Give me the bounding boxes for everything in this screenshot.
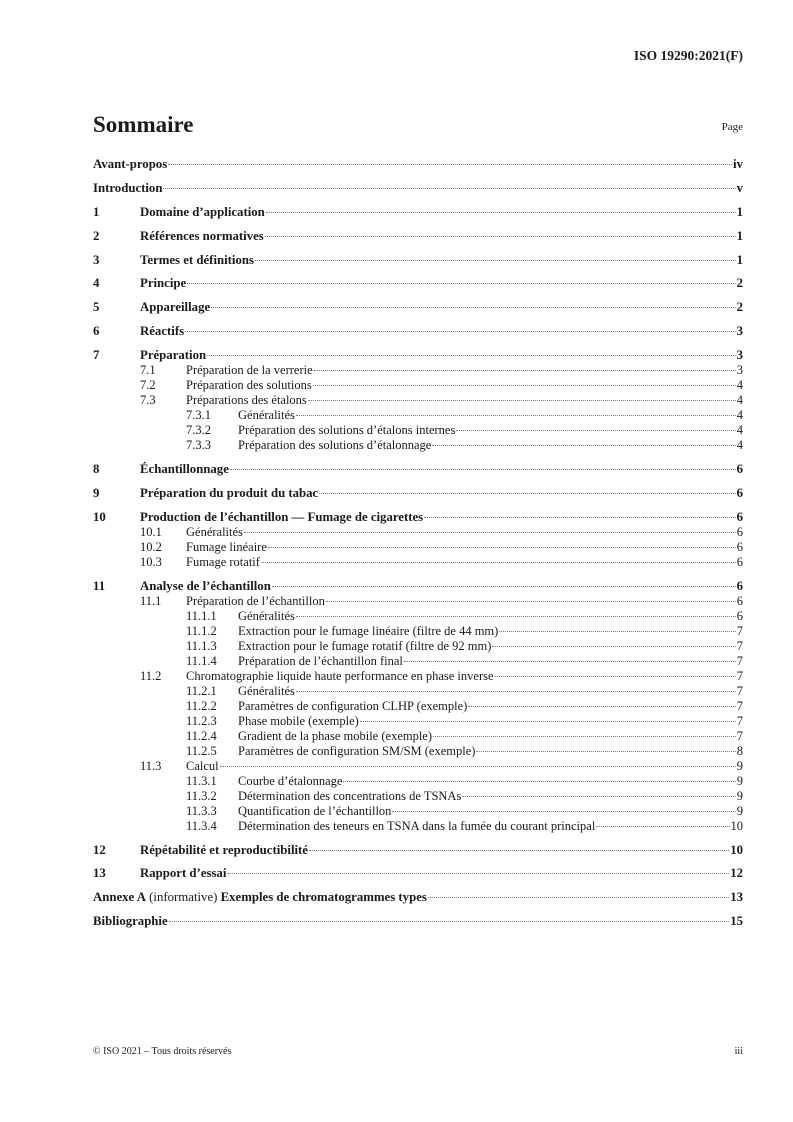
toc-entry-page: 1 (736, 252, 743, 267)
toc-entry[interactable] (93, 423, 743, 438)
toc-entry-number: 11.1.4 (186, 653, 217, 668)
toc-entry-title-text: Quantification de l’échantillon (238, 803, 392, 818)
dot-leader (168, 164, 732, 165)
toc-entry-title-text: Préparation des solutions (186, 378, 312, 393)
dot-leader (456, 430, 735, 431)
toc-entry-title-text: Préparations des étalons (186, 393, 307, 408)
toc-entry-title[interactable] (238, 774, 342, 789)
toc-entry-page: 4 (736, 423, 743, 438)
dot-leader (309, 850, 729, 851)
toc-entry-number: 11.2.4 (186, 728, 217, 743)
toc-entry[interactable] (93, 729, 743, 744)
toc-entry-title-text: Rapport d’essai (140, 866, 227, 881)
toc-entry[interactable] (93, 486, 743, 501)
toc-entry-title[interactable] (140, 510, 423, 525)
toc-entry[interactable] (93, 393, 743, 408)
toc-entry-number: 7.3.1 (186, 408, 211, 423)
toc-entry-number: 11.2.1 (186, 683, 217, 698)
toc-entry-page: 10 (730, 818, 743, 833)
toc-entry-page: 9 (736, 788, 743, 803)
dot-leader (596, 826, 729, 827)
dot-leader (207, 355, 735, 356)
toc-entry-number: 11.1 (140, 593, 162, 608)
dot-leader (326, 601, 736, 602)
toc-entry-number: 7.3 (140, 393, 156, 408)
toc-entry[interactable] (93, 714, 743, 729)
toc-entry[interactable] (93, 759, 743, 774)
toc-entry-number: 1 (93, 204, 100, 219)
toc-entry-title[interactable] (238, 423, 455, 438)
dot-leader (392, 811, 735, 812)
toc-entry[interactable] (93, 804, 743, 819)
toc-entry[interactable] (93, 378, 743, 393)
toc-entry-page: 1 (736, 228, 743, 243)
toc-entry-title[interactable] (186, 378, 312, 393)
toc-entry[interactable] (93, 789, 743, 804)
toc-entry-number: 11.1.1 (186, 608, 217, 623)
toc-entry-number: 7.1 (140, 363, 156, 378)
dot-leader (428, 897, 729, 898)
toc-entry-title[interactable] (93, 157, 167, 172)
dot-leader (187, 283, 735, 284)
toc-entry[interactable] (93, 843, 743, 858)
toc-entry-title-text: Bibliographie (93, 914, 168, 929)
toc-entry-title-text: Préparation des solutions d’étalons internes (238, 423, 456, 438)
toc-entry-number: 12 (93, 842, 106, 857)
dot-leader (296, 691, 736, 692)
toc-entry-number: 10.3 (140, 554, 162, 569)
toc-entry-title[interactable] (140, 462, 229, 477)
toc-entry-page: 7 (736, 698, 743, 713)
toc-entry-page: 9 (736, 773, 743, 788)
toc-entry[interactable] (93, 555, 743, 570)
toc-entry-page: 6 (736, 539, 743, 554)
dot-leader (265, 236, 736, 237)
toc-entry-number: 10.2 (140, 539, 162, 554)
toc-entry-title-text: Courbe d’étalonnage (238, 773, 343, 788)
toc-entry-title[interactable] (238, 729, 432, 744)
toc-entry[interactable] (93, 699, 743, 714)
toc-entry-annex-title: Exemples de chromatogrammes types (220, 890, 427, 905)
toc-entry-title-text: Préparation de l’échantillon (186, 593, 325, 608)
dot-leader (476, 751, 735, 752)
toc-entry[interactable] (93, 579, 743, 594)
dot-leader (185, 331, 736, 332)
toc-entry[interactable] (93, 462, 743, 477)
dot-leader (360, 721, 736, 722)
toc-entry-title[interactable] (140, 205, 265, 220)
toc-entry-title[interactable] (238, 654, 403, 669)
dot-leader (432, 445, 735, 446)
toc-entry-title[interactable] (238, 804, 391, 819)
toc-entry-title-text: Phase mobile (exemple) (238, 713, 359, 728)
toc-entry-title[interactable] (186, 759, 219, 774)
toc-entry-title[interactable] (140, 486, 318, 501)
toc-entry[interactable] (93, 525, 743, 540)
toc-entry-title-text: Généralités (238, 608, 295, 623)
toc-entry[interactable] (93, 819, 743, 834)
toc-entry-title-text: Extraction pour le fumage rotatif (filtre de 92 mm) (238, 638, 492, 653)
toc-entry-number: 11.3.1 (186, 773, 217, 788)
toc-entry-title-text: Réactifs (140, 324, 185, 339)
toc-entry-title-text: Principe (140, 276, 187, 291)
toc-entry-title[interactable] (238, 408, 295, 423)
toc-entry-title[interactable] (140, 579, 271, 594)
toc-entry-page: 7 (736, 623, 743, 638)
toc-entry-title[interactable] (238, 744, 475, 759)
toc-entry-title[interactable] (186, 540, 267, 555)
toc-entry-page: 6 (736, 462, 743, 477)
toc-entry[interactable] (93, 594, 743, 609)
toc-entry-title-text: Détermination des teneurs en TSNA dans la fumée du courant principal (238, 818, 596, 833)
dot-leader (268, 547, 736, 548)
toc-entry-title-text: Paramètres de configuration CLHP (exemple) (238, 698, 468, 713)
dot-leader (169, 921, 730, 922)
toc-entry-title[interactable] (140, 348, 206, 363)
dot-leader (314, 370, 736, 371)
toc-entry-title-text: Généralités (238, 683, 295, 698)
dot-leader (468, 706, 735, 707)
toc-entry-title-text: Généralités (238, 408, 295, 423)
dot-leader (424, 517, 735, 518)
toc-entry-title[interactable] (140, 300, 210, 315)
toc-entry-number: 7.3.3 (186, 438, 211, 453)
toc-entry-page: 4 (736, 438, 743, 453)
dot-leader (163, 188, 735, 189)
toc-entry-number: 11.2.3 (186, 713, 217, 728)
toc-entry-page: 6 (736, 509, 743, 524)
toc-entry-title[interactable] (140, 324, 184, 339)
toc-entry-title-text: Domaine d’application (140, 204, 265, 219)
toc-entry-page: 9 (736, 803, 743, 818)
toc-entry-title[interactable] (186, 669, 494, 684)
toc-entry-page: 10 (730, 842, 743, 857)
toc-entry-title[interactable] (140, 866, 226, 881)
dot-leader (499, 631, 735, 632)
toc-entry-annex-type: (informative) (145, 890, 221, 905)
dot-leader (220, 766, 736, 767)
toc-entry[interactable] (93, 744, 743, 759)
toc-entry-number: 11.3.3 (186, 803, 217, 818)
toc-entry[interactable] (93, 276, 743, 291)
toc-entry-title-text: Appareillage (140, 300, 211, 315)
toc-entry[interactable] (93, 890, 743, 905)
toc-entry-page: 6 (736, 524, 743, 539)
toc-entry-number: 11.3 (140, 758, 162, 773)
toc-entry[interactable] (93, 914, 743, 929)
toc-entry-title[interactable] (93, 181, 162, 196)
toc-entry[interactable] (93, 363, 743, 378)
toc-entry-page: 6 (736, 608, 743, 623)
toc-entry-page: 15 (730, 914, 743, 929)
toc-entry-page: 3 (736, 348, 743, 363)
toc-entry-title-text: Extraction pour le fumage linéaire (filtre de 44 mm) (238, 623, 499, 638)
toc-entry-title-text: Production de l’échantillon — Fumage de cigarettes (140, 509, 424, 524)
dot-leader (261, 562, 736, 563)
footer-page-number: iii (734, 1046, 743, 1057)
toc-entry-page: 4 (736, 408, 743, 423)
toc-entry[interactable] (93, 866, 743, 881)
toc-entry-number: 11.2.2 (186, 698, 217, 713)
dot-leader (313, 385, 736, 386)
toc-entry-title[interactable] (238, 819, 595, 834)
toc-entry[interactable] (93, 157, 743, 172)
toc-entry[interactable] (93, 229, 743, 244)
toc-entry-title[interactable] (238, 639, 491, 654)
toc-entry-title[interactable] (238, 699, 467, 714)
toc-entry-title[interactable] (186, 555, 260, 570)
toc-entry-title-text: Échantillonnage (140, 462, 229, 477)
dot-leader (433, 736, 736, 737)
toc-entry-number: 11.2.5 (186, 743, 217, 758)
toc-entry-title-text: Préparation du produit du tabac (140, 485, 319, 500)
toc-entry-page: 6 (736, 485, 743, 500)
dot-leader (296, 616, 736, 617)
toc-entry-title-text: Avant-propos (93, 157, 168, 171)
toc-entry[interactable] (93, 639, 743, 654)
toc-entry-page: 3 (736, 324, 743, 339)
dot-leader (343, 781, 735, 782)
toc-entry-page: 9 (736, 758, 743, 773)
dot-leader (404, 661, 736, 662)
toc-entry-page: 7 (736, 638, 743, 653)
toc-entry-number: 6 (93, 324, 100, 339)
toc-entry-title[interactable] (140, 229, 264, 244)
toc-entry-number: 13 (93, 866, 106, 881)
toc-entry-page: 6 (736, 578, 743, 593)
toc-entry-title-text: Paramètres de configuration SM/SM (exemple) (238, 743, 476, 758)
toc-entry-page: 3 (736, 363, 743, 378)
toc-entry[interactable] (93, 624, 743, 639)
toc-entry-number: 3 (93, 252, 100, 267)
toc-entry-title-text: Annexe A (93, 890, 146, 905)
dot-leader (272, 586, 736, 587)
toc-entry-title-text: Chromatographie liquide haute performance en phase inverse (186, 668, 494, 683)
toc-entry-page: 6 (736, 593, 743, 608)
toc-entry[interactable] (93, 609, 743, 624)
toc-entry-title-text: Introduction (93, 180, 163, 195)
toc-entry[interactable] (93, 324, 743, 339)
dot-leader (462, 796, 735, 797)
toc-entry-title[interactable] (238, 789, 461, 804)
toc-entry-number: 2 (93, 228, 100, 243)
toc-entry-title[interactable] (93, 890, 427, 905)
toc-entry-title[interactable] (140, 843, 308, 858)
toc-entry[interactable] (93, 408, 743, 423)
table-of-contents (93, 151, 743, 929)
dot-leader (495, 676, 736, 677)
dot-leader (266, 212, 736, 213)
toc-entry-page: 7 (736, 683, 743, 698)
toc-entry-page: 12 (730, 866, 743, 881)
toc-entry-title-text: Préparation (140, 348, 207, 363)
toc-entry-number: 11.3.4 (186, 818, 217, 833)
toc-entry[interactable] (93, 438, 743, 453)
footer-copyright: © ISO 2021 – Tous droits réservés (93, 1046, 232, 1057)
page-column-label: Page (721, 121, 743, 133)
toc-entry-number: 8 (93, 462, 100, 477)
toc-entry-page: 8 (736, 743, 743, 758)
dot-leader (308, 400, 736, 401)
toc-entry[interactable] (93, 300, 743, 315)
toc-entry-number: 7.2 (140, 378, 156, 393)
toc-entry-number: 10 (93, 509, 106, 524)
toc-entry-title[interactable] (140, 253, 254, 268)
document-id: ISO 19290:2021(F) (633, 48, 743, 63)
toc-entry-number: 11.2 (140, 668, 162, 683)
toc-entry[interactable] (93, 774, 743, 789)
toc-entry-number: 5 (93, 300, 100, 315)
toc-entry-number: 11.1.3 (186, 638, 217, 653)
toc-entry-number: 7.3.2 (186, 423, 211, 438)
dot-leader (296, 415, 736, 416)
dot-leader (492, 646, 735, 647)
toc-entry-page: 7 (736, 653, 743, 668)
toc-entry-number: 11.3.2 (186, 788, 217, 803)
toc-entry-title-text: Références normatives (140, 228, 264, 243)
toc-entry-title[interactable] (186, 525, 243, 540)
toc-entry[interactable] (93, 669, 743, 684)
toc-entry[interactable] (93, 684, 743, 699)
toc-entry[interactable] (93, 205, 743, 220)
toc-entry-page: v (736, 180, 743, 195)
toc-entry-title[interactable] (238, 609, 295, 624)
toc-entry-title[interactable] (238, 714, 359, 729)
dot-leader (211, 307, 735, 308)
toc-entry-title-text: Calcul (186, 758, 219, 773)
toc-entry-page: 7 (736, 728, 743, 743)
toc-entry-page: iv (733, 157, 743, 171)
toc-entry-title-text: Préparation des solutions d’étalonnage (238, 438, 432, 453)
toc-entry-title-text: Préparation de la verrerie (186, 363, 313, 378)
toc-entry-page: 2 (736, 300, 743, 315)
page-title: Sommaire (93, 112, 194, 137)
toc-entry[interactable] (93, 181, 743, 196)
toc-entry-page: 1 (736, 204, 743, 219)
dot-leader (230, 469, 736, 470)
toc-entry-title[interactable] (93, 914, 168, 929)
toc-entry-title-text: Fumage linéaire (186, 539, 267, 554)
toc-entry-title-text: Détermination des concentrations de TSNAs (238, 788, 462, 803)
toc-entry-page: 2 (736, 276, 743, 291)
toc-entry-title-text: Fumage rotatif (186, 554, 260, 569)
toc-entry[interactable] (93, 540, 743, 555)
toc-entry-title[interactable] (238, 624, 498, 639)
toc-entry-title-text: Préparation de l’échantillon final (238, 653, 403, 668)
toc-entry-page: 4 (736, 393, 743, 408)
toc-entry-page: 7 (736, 668, 743, 683)
toc-entry[interactable] (93, 654, 743, 669)
toc-entry-title-text: Termes et définitions (140, 252, 254, 267)
dot-leader (244, 532, 736, 533)
toc-entry-page: 7 (736, 713, 743, 728)
toc-entry-number: 11 (93, 578, 106, 593)
toc-entry-page: 4 (736, 378, 743, 393)
toc-entry-number: 10.1 (140, 524, 162, 539)
toc-entry-title[interactable] (238, 684, 295, 699)
dot-leader (255, 260, 736, 261)
dot-leader (319, 493, 735, 494)
toc-entry-title-text: Répétabilité et reproductibilité (140, 842, 308, 857)
toc-entry-title[interactable] (186, 393, 307, 408)
dot-leader (227, 873, 729, 874)
toc-entry-number: 11.1.2 (186, 623, 217, 638)
toc-entry-title[interactable] (238, 438, 431, 453)
toc-entry-title-text: Gradient de la phase mobile (exemple) (238, 728, 433, 743)
toc-entry-page: 6 (736, 554, 743, 569)
toc-entry[interactable] (93, 510, 743, 525)
toc-entry-title[interactable] (186, 363, 313, 378)
toc-entry-title[interactable] (140, 276, 186, 291)
toc-entry-number: 4 (93, 276, 100, 291)
toc-entry-page: 13 (730, 890, 743, 905)
toc-entry-number: 7 (93, 348, 100, 363)
toc-entry-title-text: Analyse de l’échantillon (140, 578, 271, 593)
toc-entry[interactable] (93, 348, 743, 363)
toc-entry[interactable] (93, 253, 743, 268)
toc-entry-title-text: Généralités (186, 524, 243, 539)
toc-entry-title[interactable] (186, 594, 325, 609)
toc-entry-number: 9 (93, 485, 100, 500)
